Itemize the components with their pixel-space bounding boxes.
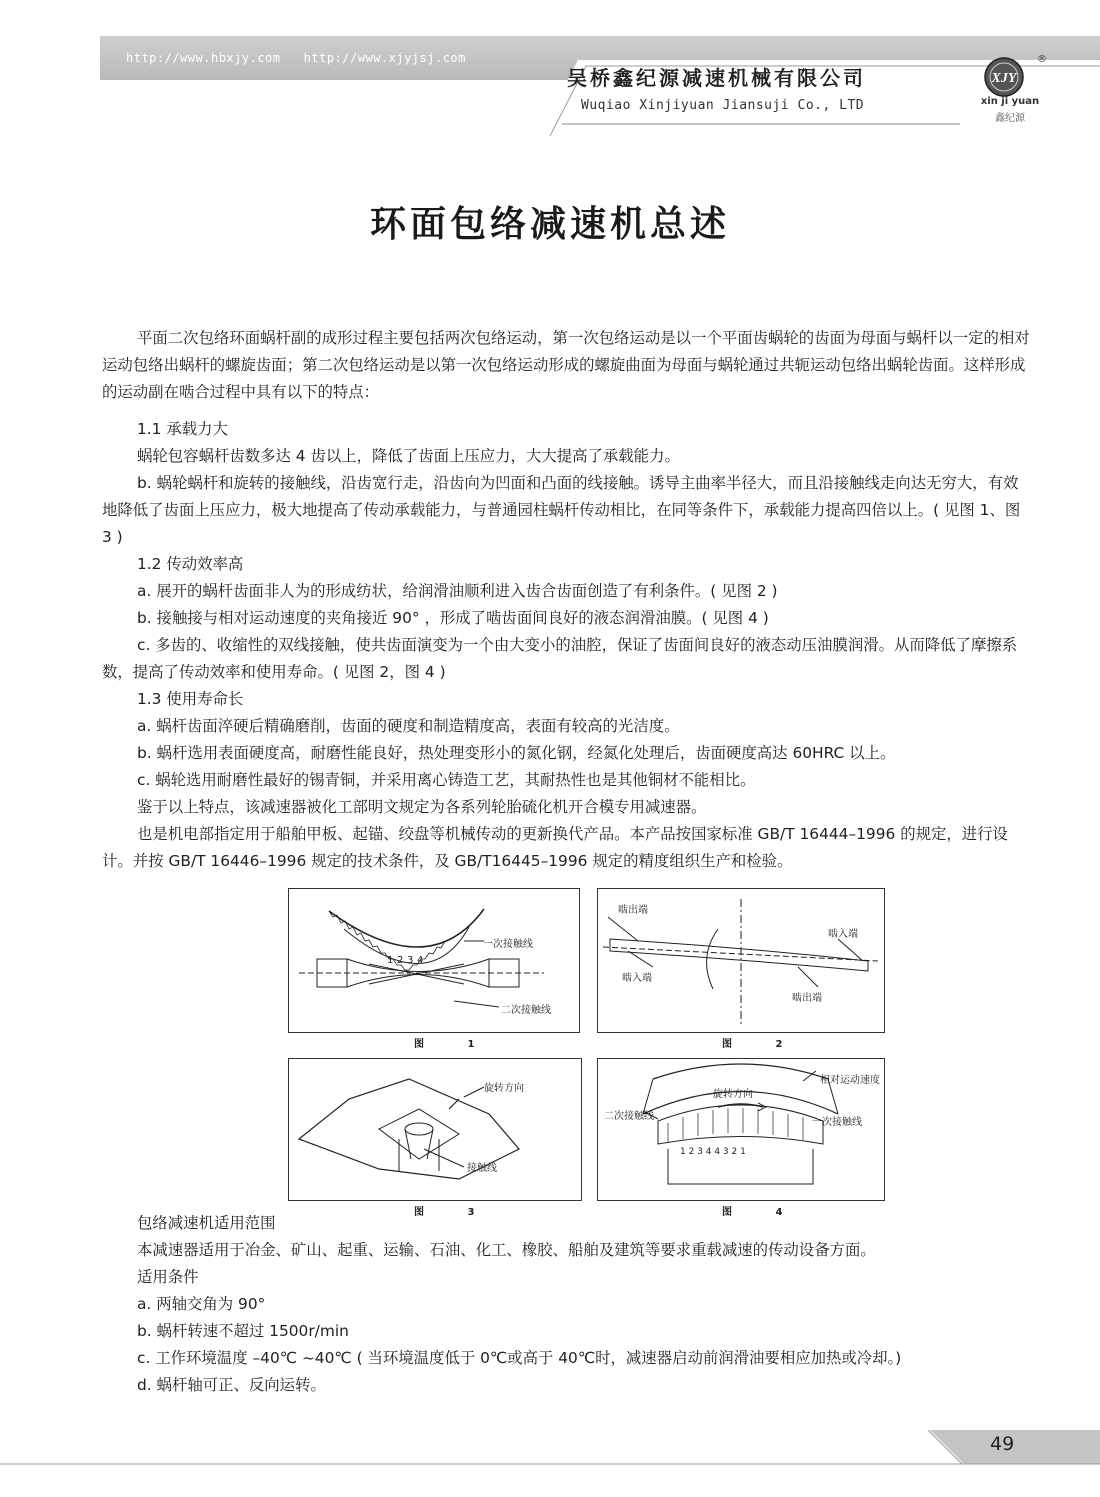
section-2-item-b: b. 接触接与相对运动速度的夹角接近 90° ，形成了啮齿面间良好的液态润滑油膜。( 见图 4 ) (137, 609, 769, 627)
figure-1-caption: 图 1 (414, 1039, 495, 1050)
figure-4-label-rotation: 旋转方向 (713, 1089, 753, 1100)
figure-2-label-out-top: 啮出端 (618, 905, 648, 916)
scope-title: 包络减速机适用范围 (137, 1214, 276, 1232)
figure-4-label-first: 一次接触线 (812, 1117, 862, 1128)
condition-c: c. 工作环境温度 –40℃ ~40℃ ( 当环境温度低于 0℃或高于 40℃时，减速器启动前润滑油要相应加热或冷却。) (137, 1349, 902, 1367)
company-name-en: Wuqiao Xinjiyuan Jiansuji Co., LTD (581, 98, 865, 113)
condition-a: a. 两轴交角为 90° (137, 1295, 266, 1313)
figure-1-number-2: 2 (397, 955, 404, 966)
figure-2-label-in-left: 啮入端 (622, 973, 652, 984)
logo-text-en: xin ji yuan (980, 96, 1040, 107)
figure-1-number-3: 3 (407, 955, 414, 966)
figure-3 (288, 1058, 582, 1201)
header-urls: http://www.hbxjy.com http://www.xjyjsj.com (126, 51, 466, 65)
figure-3-label-contact: 接触线 (467, 1163, 497, 1174)
section-1-item-a: 蜗轮包容蜗杆齿数多达 4 齿以上，降低了齿面上压应力，大大提高了承载能力。 (137, 447, 680, 465)
condition-d: d. 蜗杆轴可正、反向运转。 (137, 1376, 326, 1394)
figure-4 (597, 1058, 885, 1201)
figure-3-drawing (289, 1059, 581, 1200)
page-title: 环面包络减速机总述 (369, 204, 730, 245)
footer-band (0, 1430, 1100, 1497)
main-text (102, 325, 1032, 875)
section-1-title: 1.1 承载力大 (137, 420, 228, 438)
figure-2-label-in-right: 啮入端 (828, 929, 858, 940)
figure-1 (288, 888, 580, 1033)
scope-section (137, 1210, 1037, 1399)
company-name-cn: 吴桥鑫纪源减速机械有限公司 (567, 66, 866, 90)
section-1-item-b: b. 蜗轮蜗杆和旋转的接触线，沿齿宽行走，沿齿向为凹面和凸面的线接触。诱导主曲率半径大，而且沿接触线走向达无穷大，有效地降低了齿面上压应力，极大地提高了传动承载能力，与普通园柱蜗杆传动相比，在同等条件下，承载能力提高四倍以上。( 见图 1、图 3 ) (102, 474, 1021, 546)
figure-4-label-relative: 相对运动速度 (820, 1075, 880, 1086)
figure-1-number-4: 4 (417, 955, 424, 966)
paragraph-standard: 也是机电部指定用于船舶甲板、起锚、绞盘等机械传动的更新换代产品。本产品按国家标准 GB/T 16444–1996 的规定，进行设计。并按 GB/T 16446–1996 规定的技术条件，及 GB/T16445–1996 规定的精度组织生产和检验。 (102, 825, 1008, 870)
section-3-item-a: a. 蜗杆齿面淬硬后精确磨削，齿面的硬度和制造精度高，表面有较高的光洁度。 (137, 717, 680, 735)
section-3-title: 1.3 使用寿命长 (137, 690, 244, 708)
registered-mark: ® (1037, 54, 1047, 65)
figure-1-number-1: 1 (387, 955, 394, 966)
figure-1-label-second: 二次接触线 (501, 1005, 551, 1016)
figure-4-caption: 图 4 (722, 1207, 803, 1218)
figure-2 (597, 888, 885, 1033)
section-3-item-b: b. 蜗杆选用表面硬度高，耐磨性能良好，热处理变形小的氮化钢，经氮化处理后，齿面硬度高达 60HRC 以上。 (137, 744, 896, 762)
figure-2-caption: 图 2 (722, 1039, 803, 1050)
section-2-item-c: c. 多齿的、收缩性的双线接触，使共齿面演变为一个由大变小的油腔，保证了齿面间良好的液态动压油膜润滑。从而降低了摩擦系数，提高了传动效率和使用寿命。( 见图 2，图 4 ) (102, 636, 1018, 681)
figure-3-label-rotation: 旋转方向 (484, 1083, 524, 1094)
figure-2-label-out-bottom: 啮出端 (792, 993, 822, 1004)
scope-text: 本减速器适用于冶金、矿山、起重、运输、石油、化工、橡胶、船舶及建筑等要求重载减速的传动设备方面。 (137, 1241, 876, 1259)
figure-3-caption: 图 3 (414, 1207, 495, 1218)
condition-b: b. 蜗杆转速不超过 1500r/min (137, 1322, 349, 1340)
section-3-item-c: c. 蜗轮选用耐磨性最好的锡青铜，并采用离心铸造工艺，其耐热性也是其他铜材不能相比。 (137, 771, 756, 789)
logo-text-cn: 鑫纪源 (995, 113, 1025, 124)
figure-4-numbers: 1 2 3 4 4 3 2 1 (680, 1147, 746, 1157)
section-2-item-a: a. 展开的蜗杆齿面非人为的形成纺状，给润滑油顺利进入齿合齿面创造了有利条件。( 见图 2 ) (137, 582, 778, 600)
figure-1-label-first: 一次接触线 (483, 939, 533, 950)
intro-paragraph: 平面二次包络环面蜗杆副的成形过程主要包括两次包络运动，第一次包络运动是以一个平面齿蜗轮的齿面为母面与蜗杆以一定的相对运动包络出蜗杆的螺旋齿面；第二次包络运动是以第一次包络运动形成的螺旋曲面为母面与蜗轮通过共轭运动包络出蜗轮齿面。这样形成的运动副在啮合过程中具有以下的特点： (102, 329, 1030, 401)
paragraph-application: 鉴于以上特点，该减速器被化工部明文规定为各系列轮胎硫化机开合模专用减速器。 (137, 798, 707, 816)
conditions-title: 适用条件 (137, 1268, 199, 1286)
page-number: 49 (990, 1433, 1015, 1455)
figure-4-label-second: 二次接触线 (604, 1111, 654, 1122)
section-2-title: 1.2 传动效率高 (137, 555, 244, 573)
logo-mark: XJY (991, 71, 1017, 86)
